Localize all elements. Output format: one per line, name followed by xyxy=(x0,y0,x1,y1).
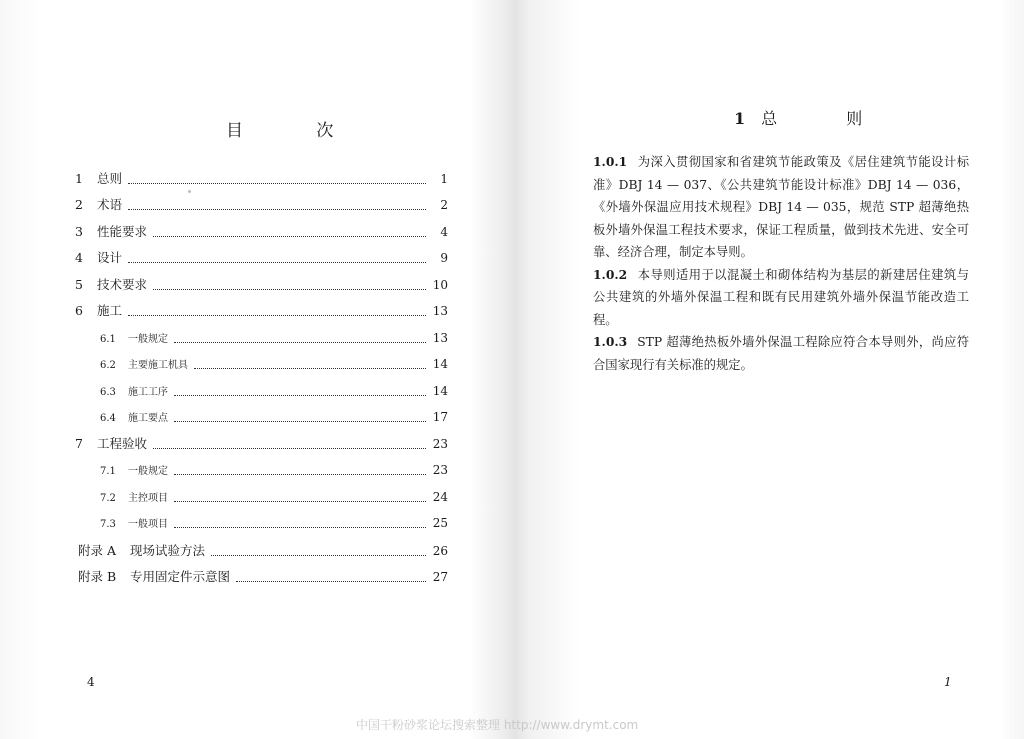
toc-entry-number: 1 xyxy=(75,171,83,186)
toc-entry-number: 7.2 xyxy=(100,493,116,504)
toc-entry xyxy=(100,461,448,479)
toc-entry xyxy=(100,382,448,400)
toc-entry-label: 一般规定 xyxy=(128,334,168,345)
chapter-body xyxy=(593,151,969,376)
toc-entry-number: 7.1 xyxy=(100,466,116,477)
clause-paragraph xyxy=(593,264,969,332)
clause-text: 本导则适用于以混凝土和砌体结构为基层的新建居住建筑与公共建筑的外墙外保温工程和既有民用建筑外墙外保温节能改造工程。 xyxy=(593,267,969,327)
toc-entry-label: 施工要点 xyxy=(128,413,168,424)
toc-entry xyxy=(75,249,448,267)
toc-entry xyxy=(75,302,448,320)
toc-entry xyxy=(100,408,448,426)
clause-paragraph xyxy=(593,331,969,376)
toc-leader-dots xyxy=(174,341,426,343)
toc-leader-dots xyxy=(153,235,426,237)
toc-entry xyxy=(100,488,448,506)
scan-speck xyxy=(188,190,191,193)
toc-entry xyxy=(75,170,448,188)
toc-entry-label: 性能要求 xyxy=(97,224,148,239)
toc-leader-dots xyxy=(194,367,426,369)
toc-entry-number: 2 xyxy=(75,197,83,212)
toc-entry-label: 总则 xyxy=(97,171,123,186)
toc-entry-page: 23 xyxy=(432,437,448,451)
toc-entry-label: 工程验收 xyxy=(97,436,148,451)
toc-entry-page: 9 xyxy=(440,251,448,265)
toc-entry-page: 2 xyxy=(440,198,448,212)
toc-entry xyxy=(78,568,448,586)
toc-entry-page: 24 xyxy=(432,490,448,504)
toc-entry-page: 25 xyxy=(432,516,448,530)
toc-entry-label: 技术要求 xyxy=(97,277,148,292)
toc-entry-page: 13 xyxy=(432,331,448,345)
toc-leader-dots xyxy=(153,447,426,449)
toc-leader-dots xyxy=(174,500,426,502)
toc-leader-dots xyxy=(128,261,426,263)
toc-entry-number: 7.3 xyxy=(100,519,116,530)
chapter-number: 1 xyxy=(734,109,748,128)
toc-entry-label: 现场试验方法 xyxy=(130,543,206,558)
right-page xyxy=(512,0,1024,739)
toc-entry xyxy=(75,223,448,241)
toc-entry-number: 3 xyxy=(75,224,83,239)
clause-paragraph xyxy=(593,151,969,264)
toc-entry-label: 设计 xyxy=(97,250,123,265)
toc-entry-number: 6.1 xyxy=(100,334,116,345)
toc-entry xyxy=(100,355,448,373)
toc-leader-dots xyxy=(153,288,426,290)
toc-entry-number: 7 xyxy=(75,436,83,451)
toc-entry-number: 4 xyxy=(75,250,83,265)
toc-leader-dots xyxy=(128,314,426,316)
chapter-heading xyxy=(734,106,894,129)
toc-entry-page: 17 xyxy=(432,410,448,424)
toc-leader-dots xyxy=(211,554,426,556)
toc-title: 目 次 xyxy=(226,121,368,141)
toc-entry xyxy=(100,329,448,347)
toc-entry-label: 专用固定件示意图 xyxy=(130,569,231,584)
toc-entry-page: 27 xyxy=(432,570,448,584)
toc-entry-number: 6 xyxy=(75,303,83,318)
toc-leader-dots xyxy=(128,208,426,210)
toc-entry xyxy=(75,276,448,294)
toc-entry xyxy=(100,514,448,532)
page-number-right: 1 xyxy=(944,675,952,689)
toc-entry-label: 一般规定 xyxy=(128,466,168,477)
clause-number: 1.0.1 xyxy=(593,154,628,169)
toc-entry-page: 14 xyxy=(432,357,448,371)
toc-entry-number: 6.3 xyxy=(100,387,116,398)
toc-entry-label: 施工 xyxy=(97,303,123,318)
toc-entry-number: 附录 A xyxy=(78,543,117,558)
toc-entry-label: 一般项目 xyxy=(128,519,168,530)
toc-entry xyxy=(78,542,448,560)
toc-entry-label: 施工工序 xyxy=(128,387,168,398)
clause-number: 1.0.2 xyxy=(593,266,628,282)
toc-entry xyxy=(75,435,448,453)
toc-leader-dots xyxy=(174,526,426,528)
clause-text: STP 超薄绝热板外墙外保温工程除应符合本导则外，尚应符合国家现行有关标准的规定。 xyxy=(593,335,969,372)
toc-entry-number: 5 xyxy=(75,277,83,292)
toc-entry-number: 6.2 xyxy=(100,360,116,371)
chapter-title: 总 则 xyxy=(761,109,895,128)
toc-entry-page: 14 xyxy=(432,384,448,398)
watermark-text: 中国干粉砂浆论坛搜索整理 http://www.drymt.com xyxy=(356,718,639,732)
toc-entry-page: 26 xyxy=(432,544,448,558)
toc-entry-page: 23 xyxy=(432,463,448,477)
toc-entry xyxy=(75,196,448,214)
clause-number: 1.0.3 xyxy=(593,334,628,349)
toc-entry-page: 10 xyxy=(432,278,448,292)
toc-entry-label: 主控项目 xyxy=(128,493,168,504)
toc-leader-dots xyxy=(128,182,426,184)
clause-text: 为深入贯彻国家和省建筑节能政策及《居住建筑节能设计标准》DBJ 14 — 037、《公共建筑节能设计标准》DBJ 14 — 036，《外墙外保温应用技术规程》DBJ 14 — 035，规范 STP 超薄绝热板外墙外保温工程技术要求，保证工程质量，做到技术先进、安全可靠、经济合理，制定本导则。 xyxy=(593,155,969,259)
toc-leader-dots xyxy=(174,394,426,396)
toc-leader-dots xyxy=(174,473,426,475)
toc-entry-label: 术语 xyxy=(97,197,123,212)
toc-leader-dots xyxy=(174,420,426,422)
page-number-left: 4 xyxy=(87,675,95,689)
toc-leader-dots xyxy=(236,580,426,582)
toc-entry-page: 13 xyxy=(432,304,448,318)
toc-entry-number: 6.4 xyxy=(100,413,116,424)
toc-entry-number: 附录 B xyxy=(78,569,117,584)
toc-entry-page: 1 xyxy=(440,172,448,186)
toc-entry-page: 4 xyxy=(440,225,448,239)
toc-entry-label: 主要施工机具 xyxy=(128,360,188,371)
